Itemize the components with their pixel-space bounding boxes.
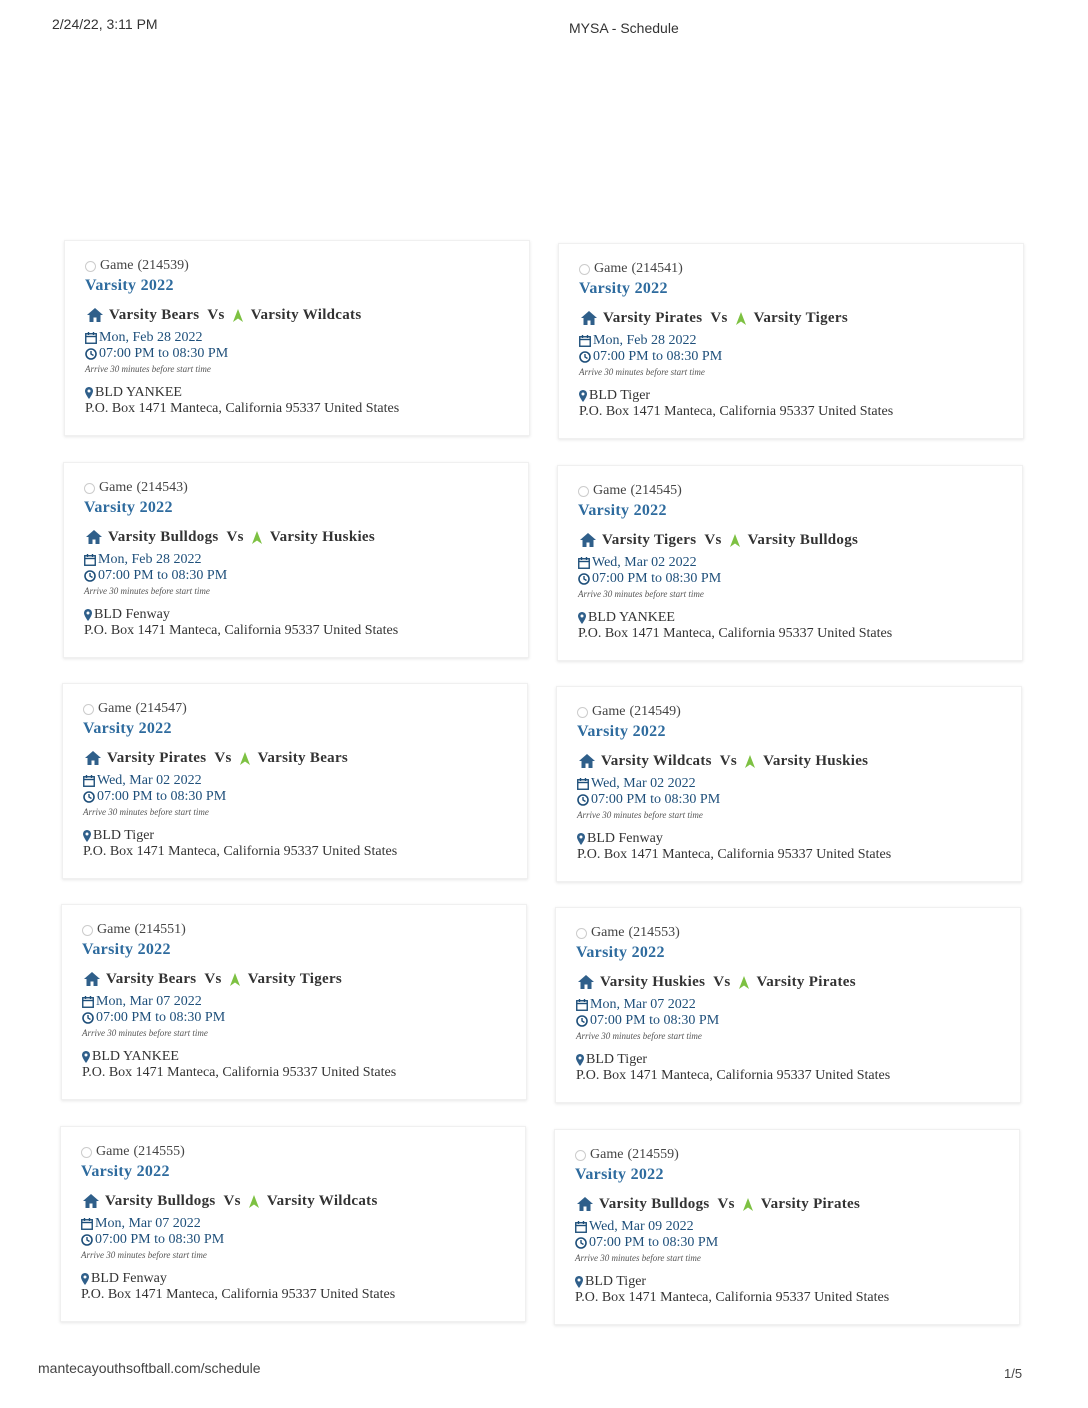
home-team[interactable]: Varsity Bulldogs bbox=[105, 1192, 216, 1209]
season-title[interactable]: Varsity 2022 bbox=[578, 502, 667, 519]
map-pin-icon bbox=[85, 387, 93, 399]
season-title[interactable]: Varsity 2022 bbox=[83, 720, 172, 737]
home-icon bbox=[86, 530, 102, 544]
date-text: Mon, Mar 07 2022 bbox=[590, 997, 696, 1012]
home-team[interactable]: Varsity Pirates bbox=[603, 309, 703, 326]
away-team[interactable]: Varsity Bears bbox=[257, 749, 349, 766]
venue bbox=[577, 830, 1021, 847]
arrow-up-icon bbox=[730, 534, 740, 547]
venue-name[interactable]: BLD Fenway bbox=[94, 606, 170, 622]
matchup bbox=[83, 748, 527, 768]
home-icon bbox=[577, 1197, 593, 1211]
venue-address: P.O. Box 1471 Manteca, California 95337 United States bbox=[578, 626, 893, 641]
clock-icon bbox=[577, 794, 589, 806]
game-date bbox=[579, 333, 1023, 349]
venue-name[interactable]: BLD YANKEE bbox=[92, 1048, 179, 1064]
arrow-up-icon bbox=[745, 755, 755, 768]
calendar-icon bbox=[82, 996, 94, 1008]
season-title[interactable]: Varsity 2022 bbox=[575, 1166, 664, 1183]
game-select-radio[interactable] bbox=[83, 704, 94, 715]
away-team[interactable]: Varsity Pirates bbox=[756, 973, 856, 990]
home-team[interactable]: Varsity Bulldogs bbox=[108, 528, 219, 545]
game-id: (214559) bbox=[627, 1147, 679, 1162]
home-icon bbox=[85, 751, 101, 765]
map-pin-icon bbox=[575, 1276, 583, 1288]
clock-icon bbox=[82, 1012, 94, 1024]
game-date bbox=[85, 330, 529, 346]
game-time bbox=[85, 346, 529, 362]
clock-icon bbox=[578, 573, 590, 585]
date-text: Mon, Mar 07 2022 bbox=[96, 994, 202, 1009]
matchup bbox=[85, 305, 529, 325]
print-url[interactable]: mantecayouthsoftball.com/schedule bbox=[38, 1360, 261, 1376]
game-date bbox=[83, 773, 527, 789]
venue-address: P.O. Box 1471 Manteca, California 95337 United States bbox=[576, 1068, 891, 1083]
vs-label: Vs bbox=[204, 970, 222, 987]
game-card bbox=[61, 904, 527, 1100]
map-pin-icon bbox=[578, 612, 586, 624]
game-date bbox=[82, 994, 526, 1010]
game-card bbox=[558, 243, 1024, 439]
game-select-radio[interactable] bbox=[578, 486, 589, 497]
vs-label: Vs bbox=[713, 973, 731, 990]
print-datetime: 2/24/22, 3:11 PM bbox=[52, 16, 158, 32]
game-label: Game bbox=[97, 922, 131, 937]
season-title[interactable]: Varsity 2022 bbox=[85, 277, 174, 294]
game-id-line bbox=[575, 1146, 1019, 1164]
game-time bbox=[81, 1232, 525, 1248]
vs-label: Vs bbox=[226, 528, 244, 545]
venue bbox=[576, 1051, 1020, 1068]
game-time bbox=[579, 349, 1023, 365]
venue-name[interactable]: BLD Tiger bbox=[585, 1273, 647, 1289]
game-id: (214549) bbox=[629, 704, 681, 719]
game-select-radio[interactable] bbox=[575, 1150, 586, 1161]
arrow-up-icon bbox=[252, 531, 262, 544]
print-page-title: MYSA - Schedule bbox=[569, 20, 679, 36]
map-pin-icon bbox=[81, 1273, 89, 1285]
away-team[interactable]: Varsity Tigers bbox=[247, 970, 343, 987]
time-text: 07:00 PM to 08:30 PM bbox=[95, 1232, 225, 1247]
game-select-radio[interactable] bbox=[81, 1147, 92, 1158]
game-card bbox=[557, 465, 1023, 661]
game-card bbox=[63, 462, 529, 658]
vs-label: Vs bbox=[214, 749, 232, 766]
vs-label: Vs bbox=[207, 306, 225, 323]
arrival-note: Arrive 30 minutes before start time bbox=[575, 1253, 701, 1263]
season-title[interactable]: Varsity 2022 bbox=[82, 941, 171, 958]
home-icon bbox=[579, 754, 595, 768]
game-id: (214539) bbox=[137, 258, 189, 273]
away-team[interactable]: Varsity Wildcats bbox=[266, 1192, 378, 1209]
game-id-line bbox=[85, 257, 529, 275]
game-card bbox=[556, 686, 1022, 882]
print-page-number: 1/5 bbox=[1004, 1366, 1023, 1381]
away-team[interactable]: Varsity Huskies bbox=[763, 752, 869, 769]
game-label: Game bbox=[96, 1144, 130, 1159]
venue bbox=[84, 606, 528, 623]
away-team[interactable]: Varsity Wildcats bbox=[250, 306, 362, 323]
clock-icon bbox=[81, 1234, 93, 1246]
game-label: Game bbox=[99, 480, 133, 495]
season-title[interactable]: Varsity 2022 bbox=[84, 499, 173, 516]
arrival-note: Arrive 30 minutes before start time bbox=[576, 1031, 702, 1041]
venue-name[interactable]: BLD Tiger bbox=[589, 387, 651, 403]
venue-name[interactable]: BLD Fenway bbox=[587, 830, 663, 846]
date-text: Wed, Mar 02 2022 bbox=[592, 555, 697, 570]
matchup bbox=[575, 1194, 1019, 1214]
game-id-line bbox=[577, 703, 1021, 721]
clock-icon bbox=[579, 351, 591, 363]
vs-label: Vs bbox=[704, 531, 722, 548]
home-icon bbox=[580, 533, 596, 547]
game-select-radio[interactable] bbox=[85, 261, 96, 272]
time-text: 07:00 PM to 08:30 PM bbox=[590, 1013, 720, 1028]
matchup bbox=[84, 527, 528, 547]
game-select-radio[interactable] bbox=[577, 707, 588, 718]
game-date bbox=[576, 997, 1020, 1013]
game-select-radio[interactable] bbox=[82, 925, 93, 936]
game-label: Game bbox=[98, 701, 132, 716]
game-card bbox=[60, 1126, 526, 1322]
arrow-up-icon bbox=[233, 309, 243, 322]
date-text: Mon, Mar 07 2022 bbox=[95, 1216, 201, 1231]
arrow-up-icon bbox=[249, 1195, 259, 1208]
clock-icon bbox=[575, 1237, 587, 1249]
venue bbox=[85, 384, 529, 401]
matchup bbox=[81, 1191, 525, 1211]
matchup bbox=[577, 751, 1021, 771]
game-date bbox=[575, 1219, 1019, 1235]
game-id: (214553) bbox=[628, 925, 680, 940]
game-label: Game bbox=[593, 483, 627, 498]
season-title[interactable]: Varsity 2022 bbox=[577, 723, 666, 740]
game-time bbox=[576, 1013, 1020, 1029]
game-id: (214541) bbox=[631, 261, 683, 276]
calendar-icon bbox=[579, 335, 591, 347]
game-date bbox=[81, 1216, 525, 1232]
game-id: (214547) bbox=[135, 701, 187, 716]
game-card bbox=[64, 240, 530, 436]
game-time bbox=[575, 1235, 1019, 1251]
map-pin-icon bbox=[83, 830, 91, 842]
home-icon bbox=[87, 308, 103, 322]
venue bbox=[82, 1048, 526, 1065]
game-id: (214543) bbox=[136, 480, 188, 495]
game-id: (214551) bbox=[134, 922, 186, 937]
home-icon bbox=[84, 972, 100, 986]
venue-name[interactable]: BLD YANKEE bbox=[95, 384, 182, 400]
game-id: (214545) bbox=[630, 483, 682, 498]
calendar-icon bbox=[578, 557, 590, 569]
game-label: Game bbox=[591, 925, 625, 940]
vs-label: Vs bbox=[710, 309, 728, 326]
arrival-note: Arrive 30 minutes before start time bbox=[579, 367, 705, 377]
calendar-icon bbox=[576, 999, 588, 1011]
game-label: Game bbox=[594, 261, 628, 276]
game-id-line bbox=[576, 924, 1020, 942]
home-team[interactable]: Varsity Wildcats bbox=[601, 752, 712, 769]
game-label: Game bbox=[100, 258, 134, 273]
time-text: 07:00 PM to 08:30 PM bbox=[96, 1010, 226, 1025]
clock-icon bbox=[576, 1015, 588, 1027]
game-time bbox=[82, 1010, 526, 1026]
clock-icon bbox=[85, 348, 97, 360]
arrow-up-icon bbox=[739, 976, 749, 989]
game-id-line bbox=[82, 921, 526, 939]
map-pin-icon bbox=[82, 1051, 90, 1063]
venue-address: P.O. Box 1471 Manteca, California 95337 United States bbox=[575, 1290, 890, 1305]
time-text: 07:00 PM to 08:30 PM bbox=[99, 346, 229, 361]
map-pin-icon bbox=[576, 1054, 584, 1066]
season-title[interactable]: Varsity 2022 bbox=[579, 280, 668, 297]
map-pin-icon bbox=[579, 390, 587, 402]
venue-name[interactable]: BLD YANKEE bbox=[588, 609, 675, 625]
arrival-note: Arrive 30 minutes before start time bbox=[85, 364, 211, 374]
arrow-up-icon bbox=[743, 1198, 753, 1211]
venue bbox=[83, 827, 527, 844]
time-text: 07:00 PM to 08:30 PM bbox=[98, 568, 228, 583]
home-team[interactable]: Varsity Huskies bbox=[600, 973, 706, 990]
away-team[interactable]: Varsity Bulldogs bbox=[747, 531, 859, 548]
arrival-note: Arrive 30 minutes before start time bbox=[82, 1028, 208, 1038]
calendar-icon bbox=[85, 332, 97, 344]
game-time bbox=[578, 571, 1022, 587]
venue-address: P.O. Box 1471 Manteca, California 95337 United States bbox=[81, 1287, 396, 1302]
game-id: (214555) bbox=[133, 1144, 185, 1159]
venue-address: P.O. Box 1471 Manteca, California 95337 United States bbox=[83, 844, 398, 859]
arrival-note: Arrive 30 minutes before start time bbox=[577, 810, 703, 820]
game-id-line bbox=[83, 700, 527, 718]
season-title[interactable]: Varsity 2022 bbox=[81, 1163, 170, 1180]
game-time bbox=[83, 789, 527, 805]
time-text: 07:00 PM to 08:30 PM bbox=[593, 349, 723, 364]
arrival-note: Arrive 30 minutes before start time bbox=[84, 586, 210, 596]
game-id-line bbox=[578, 482, 1022, 500]
venue bbox=[81, 1270, 525, 1287]
game-date bbox=[577, 776, 1021, 792]
arrow-up-icon bbox=[240, 752, 250, 765]
venue-address: P.O. Box 1471 Manteca, California 95337 United States bbox=[579, 404, 894, 419]
date-text: Mon, Feb 28 2022 bbox=[98, 552, 202, 567]
calendar-icon bbox=[575, 1221, 587, 1233]
vs-label: Vs bbox=[223, 1192, 241, 1209]
home-team[interactable]: Varsity Bulldogs bbox=[599, 1195, 710, 1212]
map-pin-icon bbox=[84, 609, 92, 621]
venue-name[interactable]: BLD Tiger bbox=[93, 827, 155, 843]
game-id-line bbox=[84, 479, 528, 497]
home-icon bbox=[581, 311, 597, 325]
game-select-radio[interactable] bbox=[579, 264, 590, 275]
game-id-line bbox=[579, 260, 1023, 278]
matchup bbox=[578, 530, 1022, 550]
venue bbox=[575, 1273, 1019, 1290]
home-team[interactable]: Varsity Pirates bbox=[107, 749, 207, 766]
game-id-line bbox=[81, 1143, 525, 1161]
clock-icon bbox=[84, 570, 96, 582]
time-text: 07:00 PM to 08:30 PM bbox=[97, 789, 227, 804]
game-time bbox=[84, 568, 528, 584]
home-team[interactable]: Varsity Tigers bbox=[602, 531, 697, 548]
time-text: 07:00 PM to 08:30 PM bbox=[591, 792, 721, 807]
arrival-note: Arrive 30 minutes before start time bbox=[83, 807, 209, 817]
home-team[interactable]: Varsity Bears bbox=[106, 970, 197, 987]
calendar-icon bbox=[83, 775, 95, 787]
game-card bbox=[555, 907, 1021, 1103]
away-team[interactable]: Varsity Tigers bbox=[753, 309, 848, 326]
venue-address: P.O. Box 1471 Manteca, California 95337 United States bbox=[84, 623, 399, 638]
date-text: Wed, Mar 09 2022 bbox=[589, 1219, 694, 1234]
game-select-radio[interactable] bbox=[576, 928, 587, 939]
arrival-note: Arrive 30 minutes before start time bbox=[81, 1250, 207, 1260]
clock-icon bbox=[83, 791, 95, 803]
time-text: 07:00 PM to 08:30 PM bbox=[589, 1235, 719, 1250]
season-title[interactable]: Varsity 2022 bbox=[576, 944, 665, 961]
arrow-up-icon bbox=[230, 973, 240, 986]
home-team[interactable]: Varsity Bears bbox=[109, 306, 200, 323]
game-label: Game bbox=[592, 704, 626, 719]
game-select-radio[interactable] bbox=[84, 483, 95, 494]
game-date bbox=[578, 555, 1022, 571]
game-card bbox=[62, 683, 528, 879]
venue-address: P.O. Box 1471 Manteca, California 95337 United States bbox=[82, 1065, 397, 1080]
venue-address: P.O. Box 1471 Manteca, California 95337 United States bbox=[85, 401, 400, 416]
date-text: Wed, Mar 02 2022 bbox=[591, 776, 696, 791]
away-team[interactable]: Varsity Pirates bbox=[760, 1195, 861, 1212]
calendar-icon bbox=[577, 778, 589, 790]
game-label: Game bbox=[590, 1147, 624, 1162]
game-time bbox=[577, 792, 1021, 808]
calendar-icon bbox=[81, 1218, 93, 1230]
away-team[interactable]: Varsity Huskies bbox=[269, 528, 376, 545]
venue bbox=[578, 609, 1022, 626]
venue bbox=[579, 387, 1023, 404]
matchup bbox=[576, 972, 1020, 992]
game-date bbox=[84, 552, 528, 568]
arrival-note: Arrive 30 minutes before start time bbox=[578, 589, 704, 599]
home-icon bbox=[578, 975, 594, 989]
venue-address: P.O. Box 1471 Manteca, California 95337 United States bbox=[577, 847, 892, 862]
home-icon bbox=[83, 1194, 99, 1208]
map-pin-icon bbox=[577, 833, 585, 845]
venue-name[interactable]: BLD Fenway bbox=[91, 1270, 167, 1286]
time-text: 07:00 PM to 08:30 PM bbox=[592, 571, 722, 586]
date-text: Mon, Feb 28 2022 bbox=[593, 333, 697, 348]
date-text: Mon, Feb 28 2022 bbox=[99, 330, 203, 345]
matchup bbox=[82, 969, 526, 989]
arrow-up-icon bbox=[736, 312, 746, 325]
vs-label: Vs bbox=[719, 752, 738, 769]
game-card bbox=[554, 1129, 1020, 1325]
calendar-icon bbox=[84, 554, 96, 566]
venue-name[interactable]: BLD Tiger bbox=[586, 1051, 648, 1067]
date-text: Wed, Mar 02 2022 bbox=[97, 773, 202, 788]
vs-label: Vs bbox=[717, 1195, 735, 1212]
matchup bbox=[579, 308, 1023, 328]
